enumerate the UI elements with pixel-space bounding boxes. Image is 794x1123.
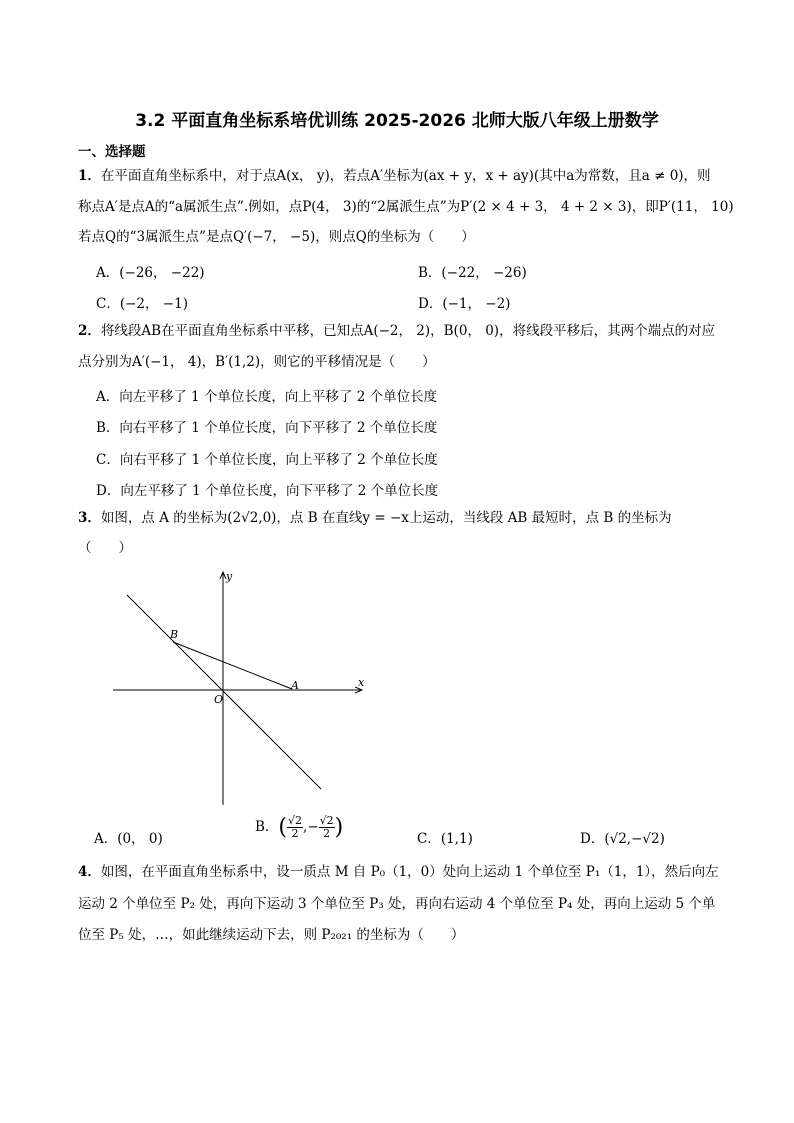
segment-ab xyxy=(173,642,292,689)
option-b[interactable]: B．向右平移了 1 个单位长度，向下平移了 2 个单位长度 xyxy=(96,420,438,436)
option-d[interactable]: D．(−1， −2) xyxy=(418,296,511,312)
question-3-line-2: （ ） xyxy=(78,540,132,556)
option-a[interactable]: A．(0， 0) xyxy=(94,831,163,847)
option-c[interactable]: C．(1,1) xyxy=(417,831,473,847)
question-1-line-2: 称点A′是点A的“a属派生点”.例如，点P(4， 3)的“2属派生点”为P′(2 × 4 + 3， 4 + 2 × 3)，即P′(11， 10) xyxy=(78,199,734,215)
option-d[interactable]: D．向左平移了 1 个单位长度，向下平移了 2 个单位长度 xyxy=(96,483,439,499)
origin-label: O xyxy=(214,693,224,706)
fraction-numerator: √2 xyxy=(319,814,334,827)
paren-close: ) xyxy=(334,815,344,840)
question-2-line-1 xyxy=(78,323,715,339)
question-4-line-2: 运动 2 个单位至 P₂ 处，再向下运动 3 个单位至 P₃ 处，再向右运动 4 个单位至 P₄ 处，再向上运动 5 个单 xyxy=(78,896,716,912)
y-axis-label: y xyxy=(226,570,233,583)
option-b[interactable]: B．(−22， −26) xyxy=(418,265,527,281)
fraction xyxy=(287,815,303,840)
fraction xyxy=(319,815,335,840)
page-title: 3.2 平面直角坐标系培优训练 2025-2026 北师大版八年级上册数学 xyxy=(135,111,659,131)
option-c[interactable]: C．(−2， −1) xyxy=(96,296,188,312)
option-d[interactable]: D．(√2,−√2) xyxy=(580,831,665,847)
point-b-label: B xyxy=(170,628,179,641)
question-text: 将线段AB在平面直角坐标系中平移，已知点A(−2， 2)，B(0， 0)，将线段平移后，其两个端点的对应 xyxy=(100,323,716,339)
point-a-label: A xyxy=(291,679,299,692)
question-text: 如图，点 A 的坐标为(2√2,0)，点 B 在直线y = −x上运动，当线段 AB 最短时，点 B 的坐标为 xyxy=(100,510,672,526)
option-label: B． xyxy=(255,819,279,835)
option-c[interactable]: C．向右平移了 1 个单位长度，向上平移了 2 个单位长度 xyxy=(96,452,438,468)
question-number: 1． xyxy=(78,168,101,184)
x-axis-label: x xyxy=(358,676,365,689)
question-4-line-3: 位至 P₅ 处，…，如此继续运动下去，则 P₂₀₂₁ 的坐标为（ ） xyxy=(78,927,465,943)
question-2-line-2: 点分别为A′(−1， 4)，B′(1,2)，则它的平移情况是（ ） xyxy=(78,354,436,370)
separator: ,− xyxy=(303,819,319,835)
question-number: 4． xyxy=(78,864,101,880)
question-number: 2． xyxy=(78,323,101,339)
question-text: 如图，在平面直角坐标系中，设一质点 M 自 P₀（1，0）处向上运动 1 个单位至 P₁（1，1），然后向左 xyxy=(100,864,719,880)
fraction-denominator: 2 xyxy=(291,827,299,840)
fraction-numerator: √2 xyxy=(288,814,303,827)
paren-open: ( xyxy=(278,815,288,840)
question-3-line-1 xyxy=(78,510,672,526)
question-1-line-3: 若点Q的“3属派生点”是点Q′(−7， −5)，则点Q的坐标为（ ） xyxy=(78,229,475,245)
coordinate-figure xyxy=(100,565,380,810)
section-heading: 一、选择题 xyxy=(78,144,146,160)
question-1-line-1 xyxy=(78,168,711,184)
question-text: 在平面直角坐标系中，对于点A(x， y)，若点A′坐标为(ax + y，x + ay)(其中a为常数，且a ≠ 0)，则 xyxy=(100,168,711,184)
option-a[interactable]: A．(−26， −22) xyxy=(96,265,205,281)
option-a[interactable]: A．向左平移了 1 个单位长度，向上平移了 2 个单位长度 xyxy=(96,389,438,405)
line-y-neg-x xyxy=(127,595,321,789)
option-b[interactable] xyxy=(255,815,343,840)
question-4-line-1 xyxy=(78,864,719,880)
fraction-denominator: 2 xyxy=(323,827,331,840)
question-number: 3． xyxy=(78,510,101,526)
